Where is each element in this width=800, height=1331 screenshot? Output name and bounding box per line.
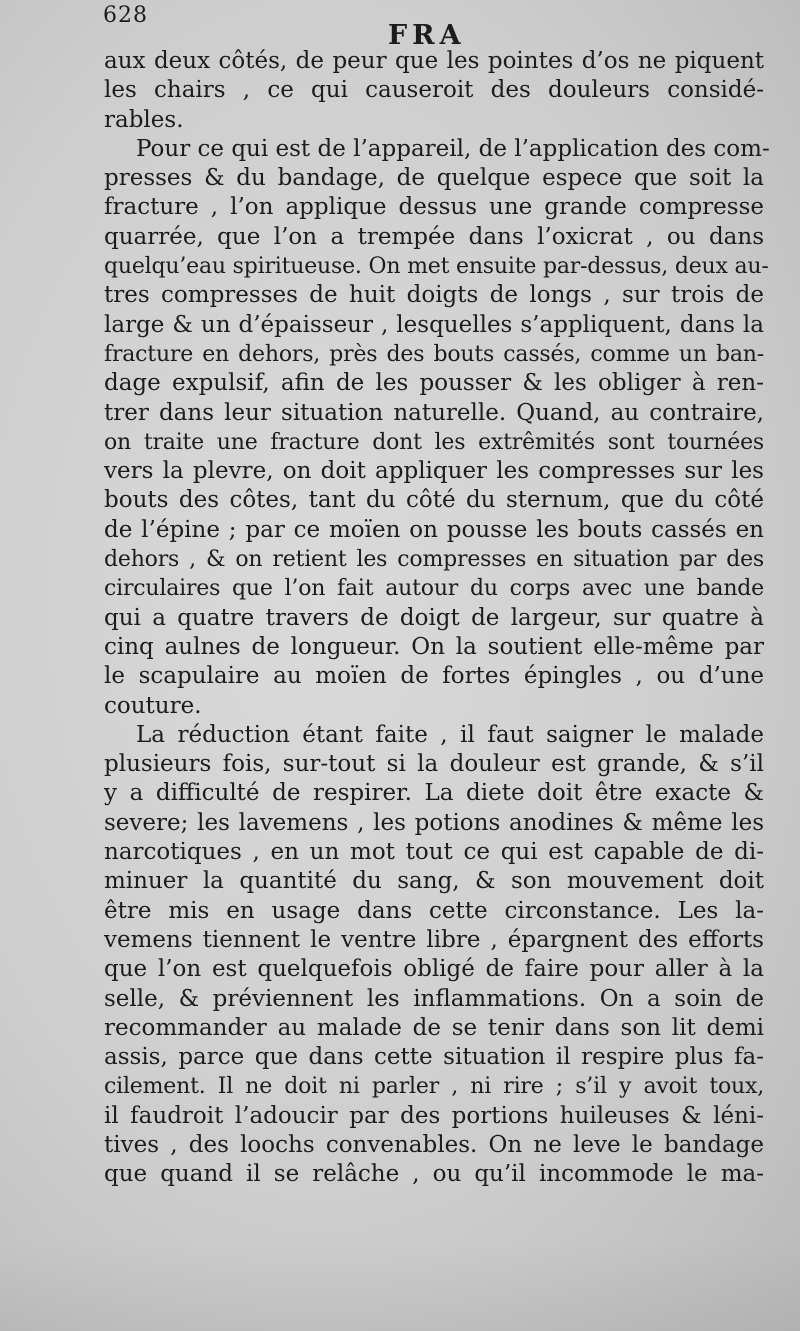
text-line: large & un d’épaisseur , lesquelles s’appliquent, dans la (104, 311, 764, 338)
text-line: dehors , & on retient les compresses en situation par des (104, 547, 764, 573)
text-line: il faudroit l’adoucir par des portions huileuses & léni- (104, 1102, 764, 1129)
paragraph-start-line: Pour ce qui est de l’appareil, de l’application des com- (136, 135, 770, 162)
text-line: cilement. Il ne doit ni parler , ni rire ; s’il y avoit toux, (104, 1074, 764, 1100)
paragraph-start-line: La réduction étant faite , il faut saigner le malade (136, 721, 764, 748)
text-line: tives , des loochs convenables. On ne leve le bandage (104, 1131, 764, 1158)
text-line: être mis en usage dans cette circonstance. Les la- (104, 897, 764, 924)
text-line: tres compresses de huit doigts de longs , sur trois de (104, 282, 764, 309)
text-line: cinq aulnes de longueur. On la soutient elle-même par (104, 633, 764, 660)
text-line: rables. (104, 106, 184, 133)
text-line: assis, parce que dans cette situation il respire plus fa- (104, 1044, 764, 1071)
text-line: aux deux côtés, de peur que les pointes d’os ne piquent (104, 48, 764, 74)
text-line: bouts des côtes, tant du côté du sternum, que du côté (104, 487, 764, 514)
text-line: le scapulaire au moïen de fortes épingles , ou d’une (104, 663, 764, 690)
text-line: trer dans leur situation naturelle. Quand, au contraire, (104, 399, 764, 426)
text-line: presses & du bandage, de quelque espece que soit la (104, 165, 764, 192)
text-line: que l’on est quelquefois obligé de faire pour aller à la (104, 956, 764, 983)
body-text (104, 47, 770, 1190)
text-line: circulaires que l’on fait autour du corps avec une bande (104, 576, 764, 602)
text-line: dage expulsif, afin de les pousser & les obliger à ren- (104, 370, 764, 397)
text-line: fracture en dehors, près des bouts cassés, comme un ban- (104, 341, 764, 367)
text-line: vers la plevre, on doit appliquer les compresses sur les (104, 458, 764, 485)
text-line: fracture , l’on applique dessus une grande compresse (104, 194, 764, 221)
text-line: plusieurs fois, sur-tout si la douleur est grande, & s’il (104, 751, 764, 778)
text-line: les chairs , ce qui causeroit des douleurs considé- (104, 77, 764, 104)
page-number: 628 (103, 3, 148, 28)
text-line: severe; les lavemens , les potions anodines & même les (104, 809, 764, 836)
text-line: couture. (104, 692, 202, 719)
text-line: y a difficulté de respirer. La diete doit être exacte & (104, 780, 764, 807)
text-line: recommander au malade de se tenir dans son lit demi (104, 1014, 764, 1041)
text-line: selle, & préviennent les inflammations. On a soin de (104, 985, 764, 1012)
text-line: de l’épine ; par ce moïen on pousse les bouts cassés en (104, 516, 764, 543)
text-line: minuer la quantité du sang, & son mouvement doit (104, 868, 764, 895)
text-line: narcotiques , en un mot tout ce qui est capable de di- (104, 839, 764, 866)
text-line: quelqu’eau spiritueuse. On met ensuite par-dessus, deux au- (104, 254, 769, 280)
text-line: quarrée, que l’on a trempée dans l’oxicrat , ou dans (104, 223, 764, 250)
text-line: qui a quatre travers de doigt de largeur, sur quatre à (104, 604, 764, 631)
text-line: que quand il se relâche , ou qu’il incommode le ma- (104, 1161, 764, 1188)
text-line: on traite une fracture dont les extrêmités sont tournées (104, 429, 764, 455)
running-head: FRA (388, 20, 466, 51)
text-line: vemens tiennent le ventre libre , épargnent des efforts (104, 926, 764, 953)
page-header (0, 0, 800, 50)
page-shading (0, 1241, 800, 1331)
